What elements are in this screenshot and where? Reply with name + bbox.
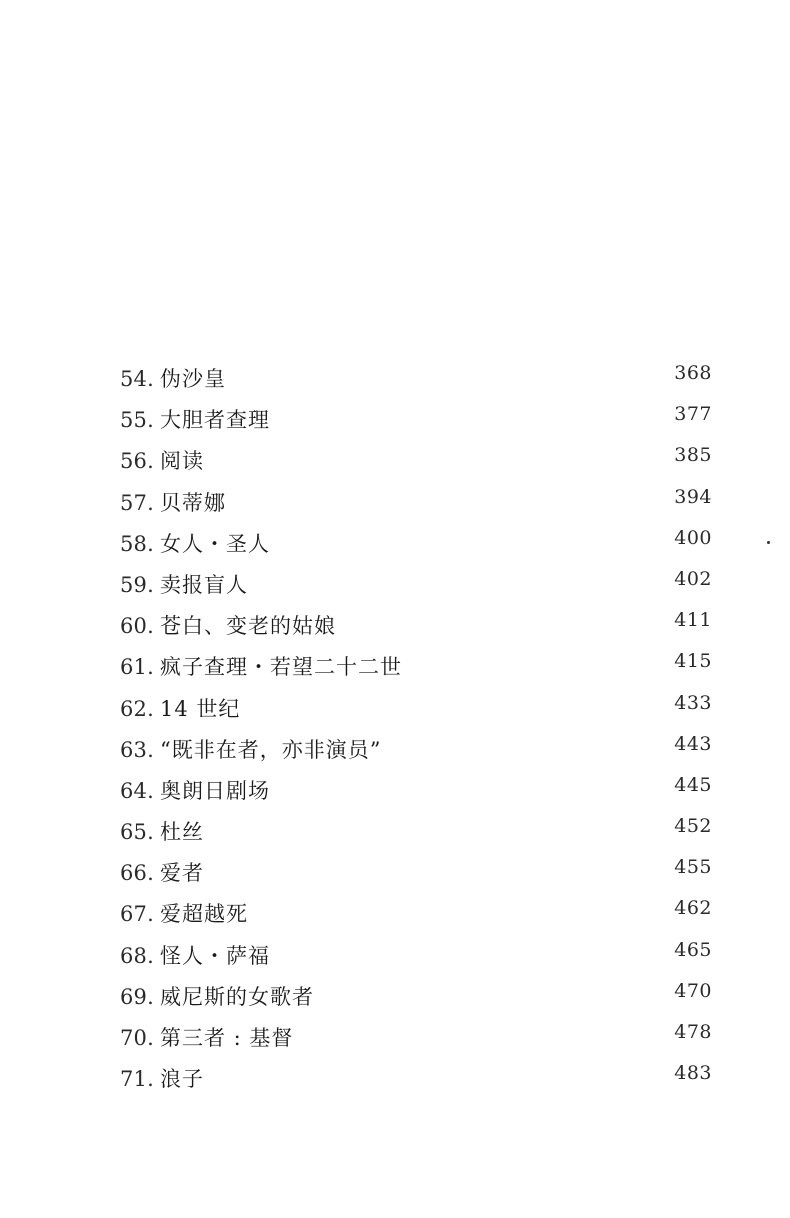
toc-entry: [120, 486, 720, 527]
page-number: 400: [674, 526, 712, 549]
entry-title: 苍白、变老的姑娘: [160, 614, 336, 639]
page-number: 470: [674, 979, 712, 1002]
toc-entry: [120, 403, 720, 444]
page-number: 385: [674, 444, 712, 467]
entry-number: 66.: [120, 861, 154, 886]
entry-title: 浪子: [160, 1067, 204, 1092]
page-number: 462: [674, 897, 712, 920]
entry-title: 卖报盲人: [160, 572, 248, 597]
entry-number: 65.: [120, 820, 154, 845]
entry-title: 贝蒂娜: [160, 490, 226, 515]
toc-entry: [120, 444, 720, 485]
entry-title: 14 世纪: [160, 696, 241, 721]
entry-number: 71.: [120, 1067, 154, 1092]
toc-entry: [120, 609, 720, 650]
toc-entry: [120, 692, 720, 733]
entry-title: “既非在者，亦非演员”: [160, 737, 382, 762]
toc-entry: [120, 568, 720, 609]
page-number: 478: [674, 1021, 712, 1043]
entry-title: 怪人・萨福: [160, 943, 270, 968]
toc-entry: [120, 362, 720, 403]
page-number: 402: [674, 567, 712, 590]
entry-title: 第三者 : 基督: [160, 1026, 294, 1050]
entry-title: 奥朗日剧场: [160, 778, 270, 803]
scan-speck: [767, 541, 770, 544]
entry-number: 63.: [120, 737, 154, 762]
page-number: 394: [674, 485, 712, 508]
toc-entry: [120, 650, 720, 691]
table-of-contents: [120, 362, 720, 1103]
page-number: 455: [674, 856, 712, 879]
page-number: 368: [674, 362, 712, 384]
page-number: 415: [674, 650, 712, 673]
toc-entry: [120, 897, 720, 938]
entry-number: 57.: [120, 490, 154, 515]
entry-number: 54.: [120, 367, 154, 391]
entry-title: 女人・圣人: [160, 531, 270, 556]
page-number: 445: [674, 773, 712, 796]
page-number: 465: [674, 938, 712, 961]
toc-entry: [120, 815, 720, 856]
entry-number: 55.: [120, 408, 154, 433]
entry-number: 58.: [120, 531, 154, 556]
entry-title: 爱者: [160, 861, 204, 886]
entry-title: 大胆者查理: [160, 408, 270, 433]
toc-entry: [120, 939, 720, 980]
page-number: 483: [674, 1062, 712, 1085]
entry-title: 杜丝: [160, 820, 204, 845]
entry-number: 70.: [120, 1026, 154, 1050]
toc-entry: [120, 733, 720, 774]
entry-number: 59.: [120, 572, 154, 597]
entry-number: 61.: [120, 655, 154, 680]
page-number: 443: [674, 732, 712, 755]
toc-entry: [120, 980, 720, 1021]
entry-number: 60.: [120, 614, 154, 639]
page-number: 377: [674, 403, 712, 426]
entry-title: 爱超越死: [160, 902, 248, 927]
entry-number: 56.: [120, 449, 154, 474]
entry-number: 67.: [120, 902, 154, 927]
toc-entry: [120, 1021, 720, 1062]
page-number: 452: [674, 815, 712, 838]
toc-entry: [120, 856, 720, 897]
entry-title: 威尼斯的女歌者: [160, 984, 314, 1009]
entry-number: 62.: [120, 696, 154, 721]
entry-title: 阅读: [160, 449, 204, 474]
entry-title: 疯子查理・若望二十二世: [160, 655, 402, 680]
toc-entry: [120, 1062, 720, 1103]
entry-number: 64.: [120, 778, 154, 803]
entry-title: 伪沙皇: [160, 367, 226, 391]
toc-entry: [120, 774, 720, 815]
entry-number: 69.: [120, 984, 154, 1009]
entry-number: 68.: [120, 943, 154, 968]
page-number: 411: [674, 609, 712, 632]
page-number: 433: [674, 691, 712, 714]
toc-entry: [120, 527, 720, 568]
